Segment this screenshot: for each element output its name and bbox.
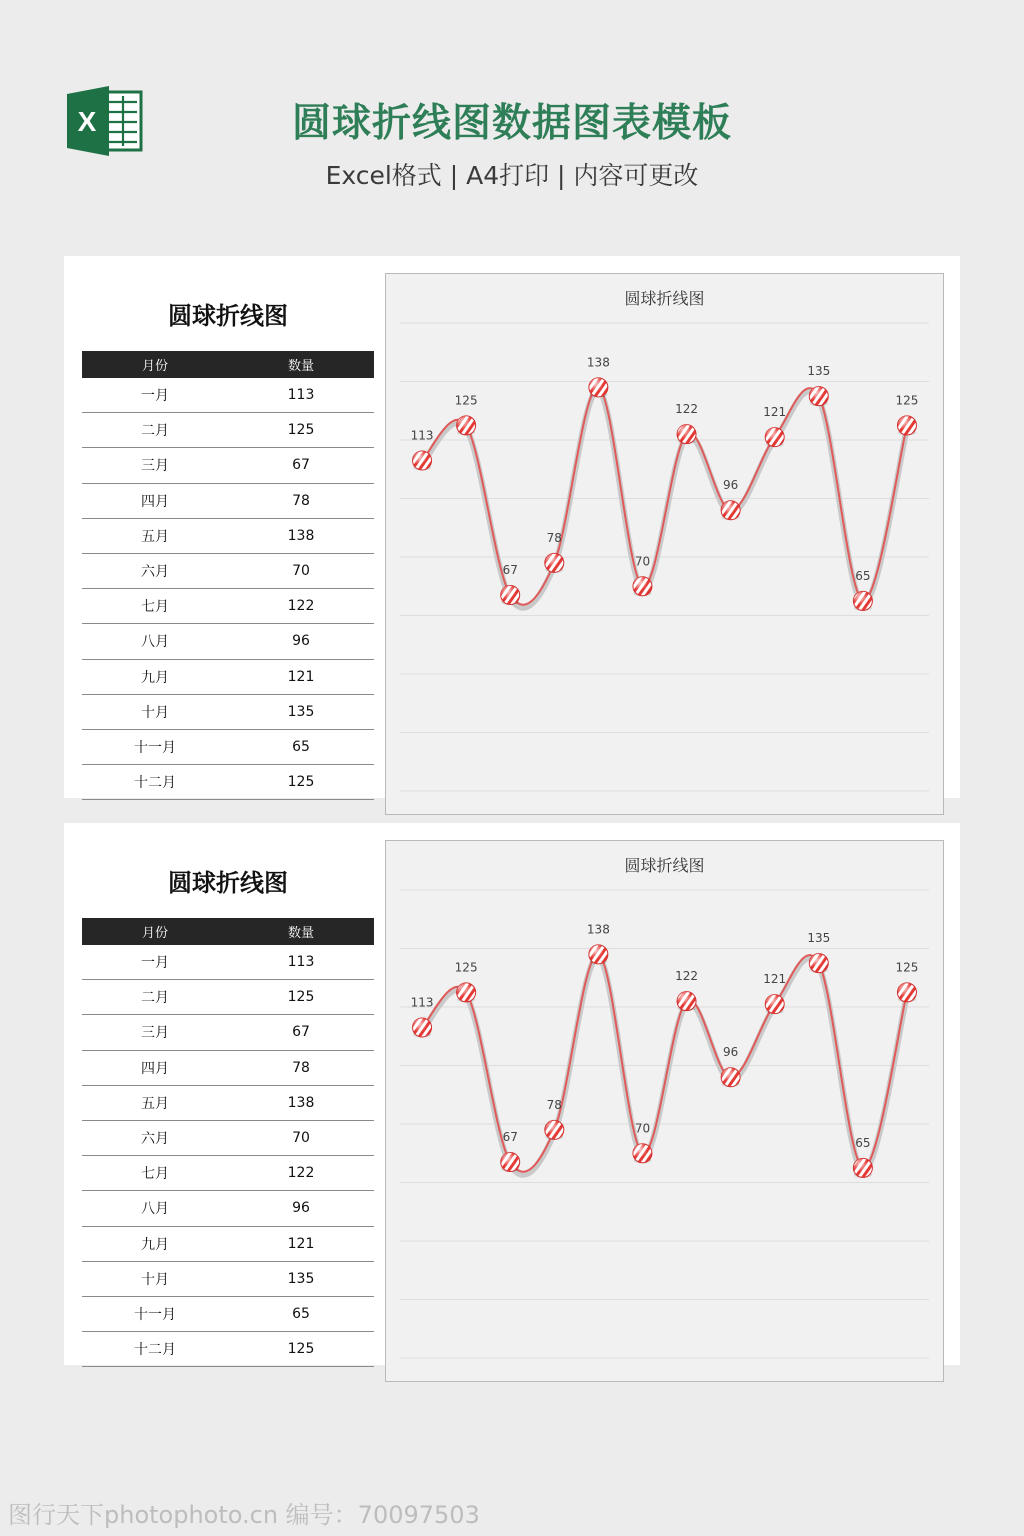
cell-quantity: 78 [292,1059,310,1076]
chart-area [385,840,944,1382]
table-row [82,1227,374,1262]
table-row [82,448,374,483]
data-label: 125 [454,393,478,408]
table-title: 圆球折线图 [168,302,288,330]
column-header-quantity: 数量 [287,359,314,374]
data-label: 113 [410,428,434,443]
table-row [82,1297,374,1332]
data-label: 113 [410,995,434,1010]
table-row [82,730,374,765]
data-point-ball [721,501,740,521]
cell-quantity: 125 [287,1341,315,1358]
cell-month: 五月 [141,1095,169,1112]
cell-quantity: 113 [287,954,315,971]
data-label: 67 [502,563,518,578]
cell-month: 二月 [141,990,169,1007]
page-subtitle: Excel格式 | A4打印 | 内容可更改 [325,161,699,190]
table-row [82,660,374,695]
data-label: 122 [675,969,698,984]
cell-month: 一月 [141,388,169,405]
data-point-ball [633,1144,652,1164]
cell-month: 九月 [141,1236,169,1253]
data-label: 121 [763,405,787,420]
cell-quantity: 135 [287,1270,315,1287]
table-row [82,484,374,519]
table-row [82,1121,374,1156]
cell-month: 四月 [141,493,169,510]
excel-logo-letter: X [77,106,97,137]
data-label: 65 [855,1135,871,1150]
data-point-ball [721,1068,740,1088]
column-header-month: 月份 [141,359,168,374]
data-label: 135 [807,931,831,946]
data-label: 121 [763,972,787,987]
chart-card-1 [64,256,960,798]
line-chart [386,841,943,1381]
data-point-ball [853,591,872,611]
cell-month: 七月 [141,1166,169,1183]
data-label: 65 [855,568,871,583]
table-title: 圆球折线图 [168,869,288,897]
table-row [82,980,374,1015]
series-line [422,954,907,1171]
cell-month: 二月 [141,423,169,440]
table-row [82,589,374,624]
data-label: 125 [454,960,478,975]
cell-quantity: 122 [287,598,315,615]
data-point-ball [545,1120,564,1140]
cell-quantity: 138 [287,527,315,544]
data-label: 138 [586,922,610,937]
cell-quantity: 67 [292,457,310,474]
data-point-ball [501,586,520,606]
data-label: 138 [586,355,610,370]
cell-month: 七月 [141,599,169,616]
data-point-ball [809,954,828,974]
data-point-ball [501,1153,520,1173]
data-label: 125 [895,960,919,975]
data-point-ball [457,983,476,1003]
cell-quantity: 65 [292,1305,310,1322]
data-label: 122 [675,402,698,417]
data-label: 78 [546,1097,562,1112]
watermark-text: 图行天下photophoto.cn 编号：70097503 [8,1501,480,1529]
table-row [82,945,374,980]
data-label: 125 [895,393,919,408]
cell-month: 十月 [141,704,169,721]
cell-quantity: 125 [287,989,315,1006]
cell-quantity: 122 [287,1165,315,1182]
data-point-ball [765,995,784,1015]
cell-quantity: 70 [292,563,310,580]
data-label: 70 [634,554,651,569]
data-point-ball [897,983,916,1003]
data-point-ball [413,451,432,471]
table-header [82,918,374,945]
data-point-ball [633,577,652,597]
cell-quantity: 125 [287,774,315,791]
table-header [82,351,374,378]
cell-quantity: 135 [287,703,315,720]
cell-month: 九月 [141,669,169,686]
table-row [82,378,374,413]
series-line [422,387,907,604]
cell-month: 一月 [141,955,169,972]
data-point-ball [765,428,784,448]
data-table [82,918,374,1359]
cell-quantity: 113 [287,387,315,404]
data-point-ball [545,553,564,573]
table-row [82,554,374,589]
chart-area [385,273,944,815]
cell-month: 十月 [141,1271,169,1288]
cell-quantity: 65 [292,738,310,755]
data-point-ball [853,1158,872,1178]
table-row [82,624,374,659]
cell-quantity: 70 [292,1130,310,1147]
table-row [82,1262,374,1297]
table-row [82,1191,374,1226]
table-row [82,695,374,730]
data-label: 96 [722,1045,739,1060]
table-row [82,1332,374,1367]
table-row [82,765,374,800]
cell-month: 十一月 [134,739,176,756]
cell-month: 十一月 [134,1306,176,1323]
table-row [82,1086,374,1121]
cell-month: 十二月 [134,1342,176,1359]
cell-month: 五月 [141,528,169,545]
page-title: 圆球折线图数据图表模板 [291,101,732,146]
data-point-ball [677,425,696,445]
cell-quantity: 67 [292,1024,310,1041]
cell-quantity: 96 [292,1200,310,1217]
cell-month: 三月 [141,458,169,475]
cell-quantity: 96 [292,633,310,650]
cell-month: 三月 [141,1025,169,1042]
cell-quantity: 78 [292,492,310,509]
column-header-quantity: 数量 [287,926,314,941]
data-label: 78 [546,530,562,545]
table-body [82,945,374,1367]
chart-card-2 [64,823,960,1365]
data-table [82,351,374,792]
data-label: 135 [807,364,831,379]
data-label: 70 [634,1121,651,1136]
cell-quantity: 125 [287,422,315,439]
cell-month: 八月 [141,634,169,651]
cell-quantity: 121 [287,668,315,685]
line-chart [386,274,943,814]
table-row [82,1051,374,1086]
cell-month: 四月 [141,1060,169,1077]
table-row [82,1015,374,1050]
cell-month: 八月 [141,1201,169,1218]
cell-month: 六月 [141,564,169,581]
table-row [82,519,374,554]
data-label: 96 [722,478,739,493]
cell-month: 六月 [141,1131,169,1148]
table-body [82,378,374,800]
data-point-ball [809,387,828,407]
data-point-ball [413,1018,432,1038]
column-header-month: 月份 [141,926,168,941]
data-label: 67 [502,1130,518,1145]
data-point-ball [589,945,608,965]
data-point-ball [589,378,608,398]
data-point-ball [677,992,696,1012]
chart-title: 圆球折线图 [624,289,705,308]
cell-month: 十二月 [134,775,176,792]
table-row [82,413,374,448]
chart-title: 圆球折线图 [624,856,705,875]
data-point-ball [897,416,916,436]
cell-quantity: 138 [287,1094,315,1111]
table-row [82,1156,374,1191]
cell-quantity: 121 [287,1235,315,1252]
data-point-ball [457,416,476,436]
